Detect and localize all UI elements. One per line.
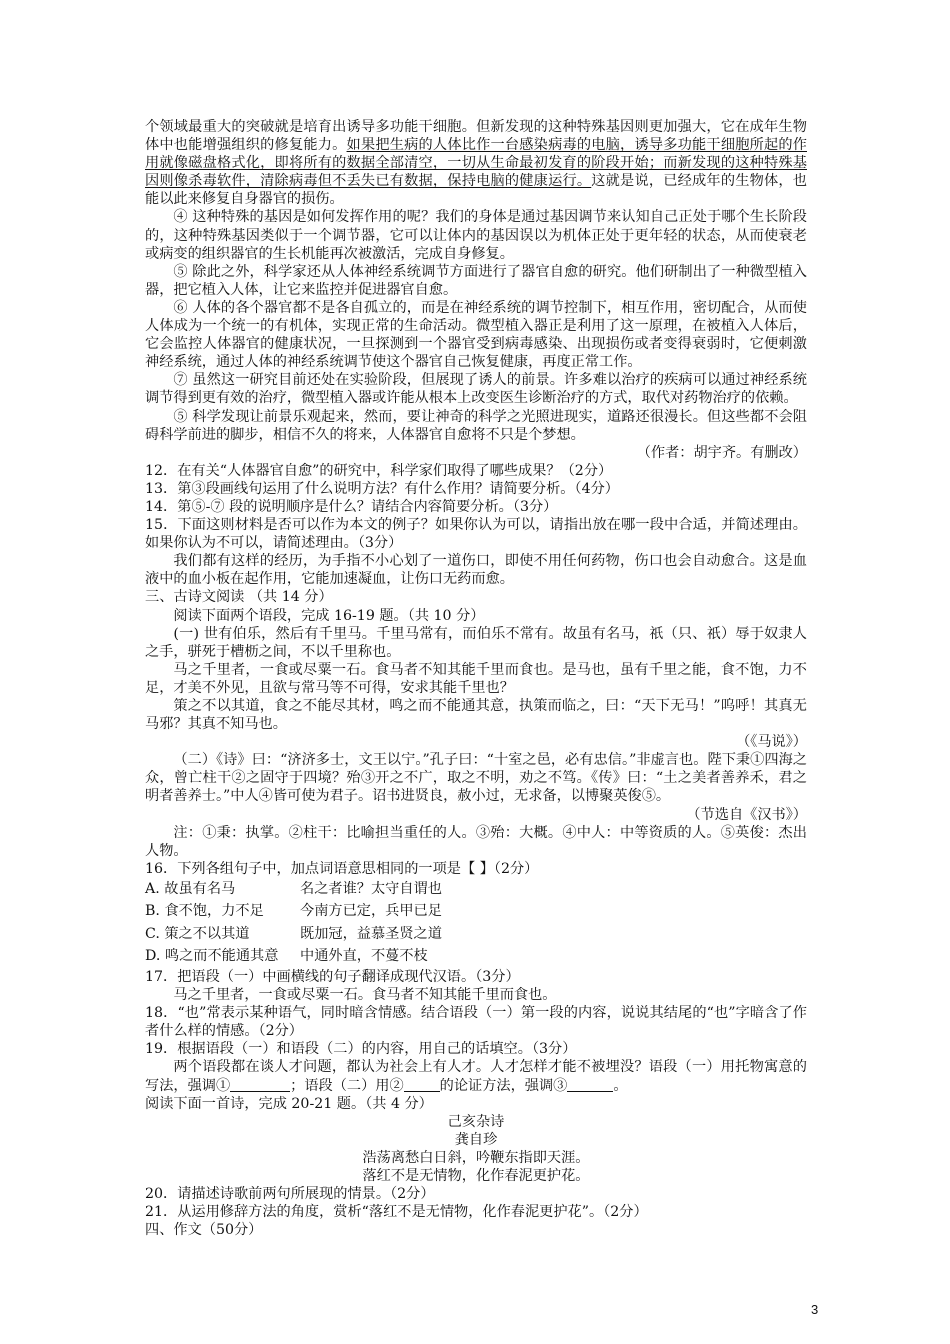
option-c: C. 策之不以其道 既加冠，益慕圣贤之道 (145, 925, 442, 942)
question-21: 21．从运用修辞方法的角度，赏析“落红不是无情物，化作春泥更护花”。（2分） (145, 1204, 648, 1221)
option-b: B. 食不饱，力不足 今南方已定，兵甲已足 (145, 903, 442, 920)
question-16: 16．下列各组句子中，加点词语意思相同的一项是【 】（2分） (145, 860, 539, 877)
poem-author: 龚自珍 (454, 1131, 498, 1148)
passage-paragraph-5: ⑤ 除此之外，科学家还从人体神经系统调节方面进行了器官自愈的研究。他们研制出了一种微型植入器，把它植入人体，让它来监控并促进器官自愈。 (145, 263, 807, 298)
question-13: 13．第③段画线句运用了什么说明方法？有什么作用？请简要分析。（4分） (145, 480, 619, 497)
section-3-heading: 三、古诗文阅读 （共 14 分） (145, 589, 333, 606)
poem-line-1: 浩荡离愁白日斜，吟鞭东指即天涯。 (362, 1149, 590, 1166)
poem-title: 己亥杂诗 (447, 1113, 505, 1130)
answer-blank-1[interactable] (230, 1077, 290, 1092)
excerpt-1-paragraph-1: (一) 世有伯乐，然后有千里马。千里马常有，而伯乐不常有。故虽有名马，祇（只、祇）辱于奴隶人之手，骈死于槽枥之间，不以千里称也。 (145, 625, 807, 660)
question-15: 15．下面这则材料是否可以作为本文的例子？如果你认为可以，请指出放在哪一段中合适，并简述理由。如果你认为不可以，请简述理由。（3分） (145, 517, 807, 552)
page-number: 3 (811, 1302, 819, 1317)
excerpt-2-paragraph: （二）《诗》曰：“济济多士，文王以宁。”孔子曰：“十室之邑，必有忠信。”非虚言也。陛下秉①四海之众，曾亡柱干②之固守于四境？殆③开之不广，取之不明，劝之不笃。《传》曰：“土之美者善养禾，君之明者善养士。”中人④皆可使为君子。诏书进贤良，赦小过，无求备，以博聚英俊⑤。 (145, 752, 807, 805)
answer-blank-3[interactable] (567, 1077, 613, 1092)
question-14: 14．第⑤-⑦ 段的说明顺序是什么？请结合内容简要分析。（3分） (145, 498, 558, 515)
question-20: 20．请描述诗歌前两句所展现的情景。（2分） (145, 1186, 435, 1203)
option-d: D. 鸣之而不能通其意 中通外直，不蔓不枝 (145, 948, 428, 965)
question-12: 12．在有关“人体器官自愈”的研究中，科学家们取得了哪些成果？（2分） (145, 462, 613, 479)
passage-paragraph-7: ⑦ 虽然这一研究目前还处在实验阶段，但展现了诱人的前景。许多难以治疗的疾病可以通过神经系统调节得到更有效的治疗，微型植入器或许能从根本上改变医生诊断治疗的方式，取代对药物治疗的依赖。 (145, 372, 807, 407)
underlined-sentence: 如果把生病的人体比作一台感染病毒的电脑，诱导多功能干细胞所起的作用就像磁盘格式化，即将所有的数据全部清空，一切从生命最初发育的阶段开始；而新发现的这种特殊基因则像杀毒软件，清除病毒但不丢失已有数据，保持电脑的健康运行。 (145, 137, 807, 190)
question-19: 19．根据语段（一）和语段（二）的内容，用自己的话填空。（3分） (145, 1041, 577, 1058)
section-3-intro: 阅读下面两个语段，完成 16-19 题。（共 10 分） (173, 607, 485, 624)
excerpt-1-source: （《马说》） (736, 734, 807, 751)
poem-line-2: 落红不是无情物，化作春泥更护花。 (362, 1167, 590, 1184)
excerpt-1-paragraph-3: 策之不以其道，食之不能尽其材，鸣之而不能通其意，执策而临之，曰：“天下无马！”呜呼！其真无马邪？其真不知马也。 (145, 698, 807, 733)
document-page (145, 118, 807, 1239)
section-4-heading: 四、作文（50分） (145, 1222, 263, 1239)
annotation-notes: 注：①秉：执掌。②柱干：比喻担当重任的人。③殆：大概。④中人：中等资质的人。⑤英俊：杰出人物。 (145, 824, 807, 859)
question-19-fill-in: 两个语段都在谈人才问题，都认为社会上有人才。人才怎样才能不被埋没？语段（一）用托物寓意的写法，强调① ；语段（二）用② 的论证方法，强调③ 。 (145, 1059, 807, 1094)
passage-paragraph-8: ⑤ 科学发现让前景乐观起来，然而，要让神奇的科学之光照进现实，道路还很漫长。但这些都不会阻碍科学前进的脚步，相信不久的将来，人体器官自愈将不只是个梦想。 (145, 408, 807, 443)
passage-paragraph-6: ⑥ 人体的各个器官都不是各自孤立的，而是在神经系统的调节控制下，相互作用，密切配合，从而使人体成为一个统一的有机体，实现正常的生命活动。微型植入器正是利用了这一原理，在被植入人体后，它会监控人体器官的健康状况，一旦探测到一个器官受到病毒感染、出现损伤或者变得衰弱时，它便刺激神经系统，通过人体的神经系统调节使这个器官自己恢复健康，再度正常工作。 (145, 299, 807, 371)
question-17: 17．把语段（一）中画横线的句子翻译成现代汉语。（3分） (145, 968, 520, 985)
passage-paragraph-4: ④ 这种特殊的基因是如何发挥作用的呢？我们的身体是通过基因调节来认知自己正处于哪个生长阶段的，这种特殊基因类似于一个调节器，它可以让体内的基因误以为机体正处于更年轻的状态，从而使衰老或病变的组织器官的生长机能再次被激活，完成自身修复。 (145, 209, 807, 262)
passage-paragraph-3: 个领域最重大的突破就是培育出诱导多功能干细胞。但新发现的这种特殊基因则更加强大，它在成年生物体中也能增强组织的修复能力。如果把生病的人体比作一台感染病毒的电脑，诱导多功能干细胞所起的作用就像磁盘格式化，即将所有的数据全部清空，一切从生命最初发育的阶段开始；而新发现的这种特殊基因则像杀毒软件，清除病毒但不丢失已有数据，保持电脑的健康运行。这就是说，已经成年的生物体，也能以此来修复自身器官的损伤。 (145, 119, 807, 208)
author-credit: （作者：胡宇齐。有删改） (636, 444, 807, 461)
question-18: 18．“也”常表示某种语气，同时暗含情感。结合语段（一）第一段的内容，说说其结尾的“也”字暗含了作者什么样的情感。（2分） (145, 1005, 807, 1040)
answer-blank-2[interactable] (404, 1077, 440, 1092)
excerpt-1-paragraph-2: 马之千里者，一食或尽粟一石。食马者不知其能千里而食也。是马也，虽有千里之能，食不饱，力不足，才美不外见，且欲与常马等不可得，安求其能千里也？ (145, 661, 807, 696)
question-17-sentence: 马之千里者，一食或尽粟一石。食马者不知其能千里而食也。 (173, 987, 557, 1004)
question-15-material: 我们都有这样的经历，为手指不小心划了一道伤口，即使不用任何药物，伤口也会自动愈合。这是血液中的血小板在起作用，它能加速凝血，让伤口无药而愈。 (145, 553, 807, 588)
poem-intro: 阅读下面一首诗，完成 20-21 题。（共 4 分） (145, 1095, 433, 1112)
option-a: A. 故虽有名马 名之者谁？太守自谓也 (145, 880, 442, 897)
excerpt-2-source: （节选自《汉书》） (686, 806, 807, 823)
